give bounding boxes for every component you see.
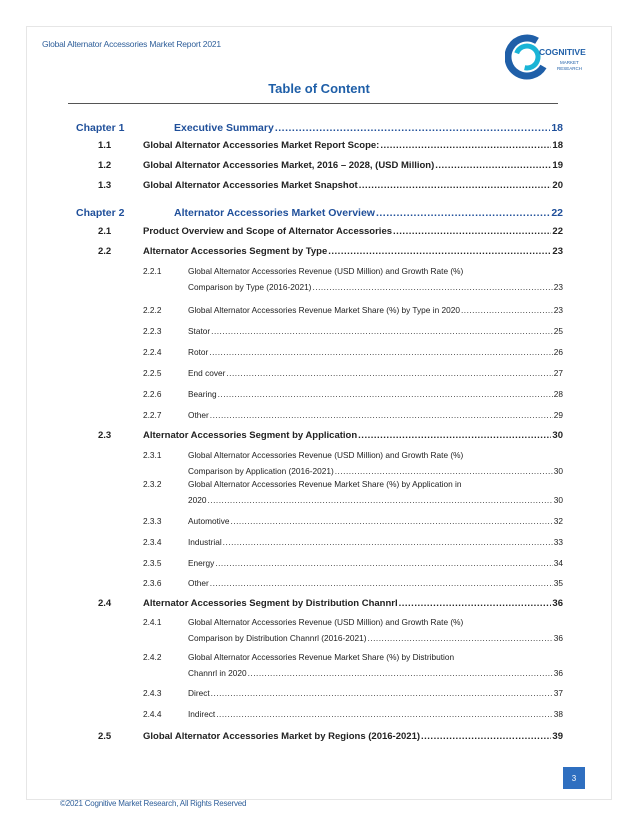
toc-entry-2-2[interactable] [98,246,563,257]
page-ref: 28 [553,389,563,399]
toc-entry-2-3-6[interactable] [143,578,563,588]
section-title: Global Alternator Accessories Market Snapshot [143,180,358,191]
chapter-title: Alternator Accessories Market Overview [174,207,375,219]
dot-leader [312,282,552,292]
toc-entry-2-2-2[interactable] [143,305,563,315]
subsection-number: 2.3.5 [143,558,162,568]
dot-leader [275,122,551,134]
dot-leader [328,246,551,257]
section-title: Alternator Accessories Segment by Type [143,246,328,257]
toc-entry-1-2[interactable] [98,160,563,171]
page-ref: 30 [552,430,563,441]
page-ref: 33 [553,537,563,547]
subsection-title-line1: Global Alternator Accessories Revenue (USD Million) and Growth Rate (%) [188,450,464,460]
page-ref: 32 [553,516,563,526]
subsection-number: 2.2.6 [143,389,162,399]
subsection-number: 2.2.3 [143,326,162,336]
toc-entry-1-1[interactable] [98,140,563,151]
dot-leader [359,180,552,191]
dot-leader [399,598,552,609]
subsection-title-line2: Comparison by Application (2016-2021) [188,466,334,476]
section-number: 2.3 [98,430,112,441]
subsection-number: 2.3.6 [143,578,162,588]
page-ref: 36 [553,633,563,643]
dot-leader [380,140,551,151]
toc-entry-2-2-4[interactable] [143,347,563,357]
dot-leader [367,633,552,643]
subsection-title-line1: Global Alternator Accessories Revenue (USD Million) and Growth Rate (%) [188,266,464,276]
subsection-number: 2.2.4 [143,347,162,357]
report-header-title: Global Alternator Accessories Market Report 2021 [42,39,221,49]
dot-leader [358,430,551,441]
page-ref: 20 [552,180,563,191]
subsection-number: 2.3.1 [143,450,162,460]
section-number: 2.4 [98,598,112,609]
page-ref: 18 [551,122,563,134]
subsection-title: Indirect [188,709,216,719]
toc-entry-1-3[interactable] [98,180,563,191]
page-ref: 38 [553,709,563,719]
subsection-title: Automotive [188,516,230,526]
section-title: Alternator Accessories Segment by Application [143,430,358,441]
subsection-number: 2.2.7 [143,410,162,420]
subsection-number: 2.4.2 [143,652,162,662]
section-number: 2.5 [98,731,112,742]
toc-entry-2-2-5[interactable] [143,368,563,378]
dot-leader [421,731,551,742]
logo-line1: COGNITIVE [539,47,586,57]
page-ref: 30 [553,466,563,476]
company-logo [505,27,590,89]
dot-leader [218,389,553,399]
dot-leader [335,466,553,476]
toc-entry-2-1[interactable] [98,226,563,237]
toc-entry-2-2-1[interactable] [143,266,563,292]
section-number: 1.1 [98,140,112,151]
section-number: 1.3 [98,180,112,191]
section-title: Global Alternator Accessories Market, 2016 – 2028, (USD Million) [143,160,435,171]
toc-entry-2-4[interactable] [98,598,563,609]
page-ref: 18 [552,140,563,151]
dot-leader [209,347,552,357]
dot-leader [207,495,552,505]
toc-entry-2-3-1[interactable] [143,450,563,476]
chapter-number: Chapter 2 [76,207,125,219]
dot-leader [461,305,553,315]
toc-entry-2-2-7[interactable] [143,410,563,420]
footer-copyright: ©2021 Cognitive Market Research, All Rights Reserved [60,799,247,808]
toc-entry-2-2-3[interactable] [143,326,563,336]
page-ref: 26 [553,347,563,357]
toc-entry-2-5[interactable] [98,731,563,742]
toc-entry-2-4-4[interactable] [143,709,563,719]
section-number: 2.1 [98,226,112,237]
dot-leader [248,668,553,678]
page-ref: 37 [553,688,563,698]
page-ref: 36 [553,668,563,678]
section-title: Global Alternator Accessories Market Report Scope: [143,140,380,151]
subsection-title-line1: Global Alternator Accessories Revenue (USD Million) and Growth Rate (%) [188,617,464,627]
dot-leader [226,368,552,378]
dot-leader [435,160,551,171]
page-ref: 29 [553,410,563,420]
subsection-title: End cover [188,368,226,378]
page-ref: 23 [553,305,563,315]
subsection-title-line2: Comparison by Distribution Channrl (2016-2021) [188,633,367,643]
subsection-number: 2.3.4 [143,537,162,547]
page-ref: 22 [551,207,563,219]
subsection-title-line2: 2020 [188,495,207,505]
toc-entry-2-3-3[interactable] [143,516,563,526]
dot-leader [393,226,551,237]
toc-entry-2-3[interactable] [98,430,563,441]
section-number: 2.2 [98,246,112,257]
subsection-title: Bearing [188,389,217,399]
heading-divider [68,103,558,104]
subsection-number: 2.4.4 [143,709,162,719]
logo-line2: MARKET [560,60,579,65]
subsection-title-line1: Global Alternator Accessories Revenue Market Share (%) by Distribution [188,652,455,662]
subsection-number: 2.3.2 [143,479,162,489]
dot-leader [376,207,550,219]
dot-leader [215,558,552,568]
subsection-title: Stator [188,326,211,336]
toc-chapter-2[interactable] [76,207,563,219]
subsection-number: 2.3.3 [143,516,162,526]
chapter-number: Chapter 1 [76,122,125,134]
page-ref: 22 [552,226,563,237]
subsection-number: 2.4.1 [143,617,162,627]
logo-line3: RESEARCH [557,66,583,71]
subsection-number: 2.2.5 [143,368,162,378]
section-title: Alternator Accessories Segment by Distribution Channrl [143,598,398,609]
subsection-number: 2.2.2 [143,305,162,315]
dot-leader [211,326,553,336]
page-ref: 30 [553,495,563,505]
section-title: Product Overview and Scope of Alternator Accessories [143,226,393,237]
subsection-number: 2.2.1 [143,266,162,276]
page-ref: 35 [553,578,563,588]
section-number: 1.2 [98,160,112,171]
dot-leader [210,410,553,420]
page-ref: 23 [553,282,563,292]
toc-entry-2-3-2[interactable] [143,479,563,505]
chapter-title: Executive Summary [174,122,274,134]
page-ref: 39 [552,731,563,742]
page-ref: 34 [553,558,563,568]
subsection-title: Energy [188,558,215,568]
subsection-title: Other [188,578,209,588]
section-title: Global Alternator Accessories Market by Regions (2016-2021) [143,731,421,742]
subsection-title: Industrial [188,537,222,547]
dot-leader [216,709,553,719]
subsection-title-line2: Comparison by Type (2016-2021) [188,282,312,292]
subsection-title: Rotor [188,347,209,357]
page-ref: 19 [552,160,563,171]
subsection-title: Direct [188,688,210,698]
toc-entry-2-4-2[interactable] [143,652,563,678]
page-ref: 23 [552,246,563,257]
subsection-title-line2: Channrl in 2020 [188,668,247,678]
page-ref: 25 [553,326,563,336]
toc-entry-2-4-1[interactable] [143,617,563,643]
toc-entry-2-3-4[interactable] [143,537,563,547]
subsection-title: Global Alternator Accessories Revenue Market Share (%) by Type in 2020 [188,305,460,315]
dot-leader [223,537,553,547]
page-ref: 36 [552,598,563,609]
page-ref: 27 [553,368,563,378]
toc-entry-2-4-3[interactable] [143,688,563,698]
toc-entry-2-2-6[interactable] [143,389,563,399]
toc-chapter-1[interactable] [76,122,563,134]
page-number-badge: 3 [563,767,585,789]
dot-leader [210,578,553,588]
dot-leader [211,688,553,698]
subsection-number: 2.4.3 [143,688,162,698]
subsection-title-line1: Global Alternator Accessories Revenue Market Share (%) by Application in [188,479,462,489]
toc-entry-2-3-5[interactable] [143,558,563,568]
toc-heading: Table of Content [268,81,370,96]
dot-leader [231,516,553,526]
subsection-title: Other [188,410,209,420]
